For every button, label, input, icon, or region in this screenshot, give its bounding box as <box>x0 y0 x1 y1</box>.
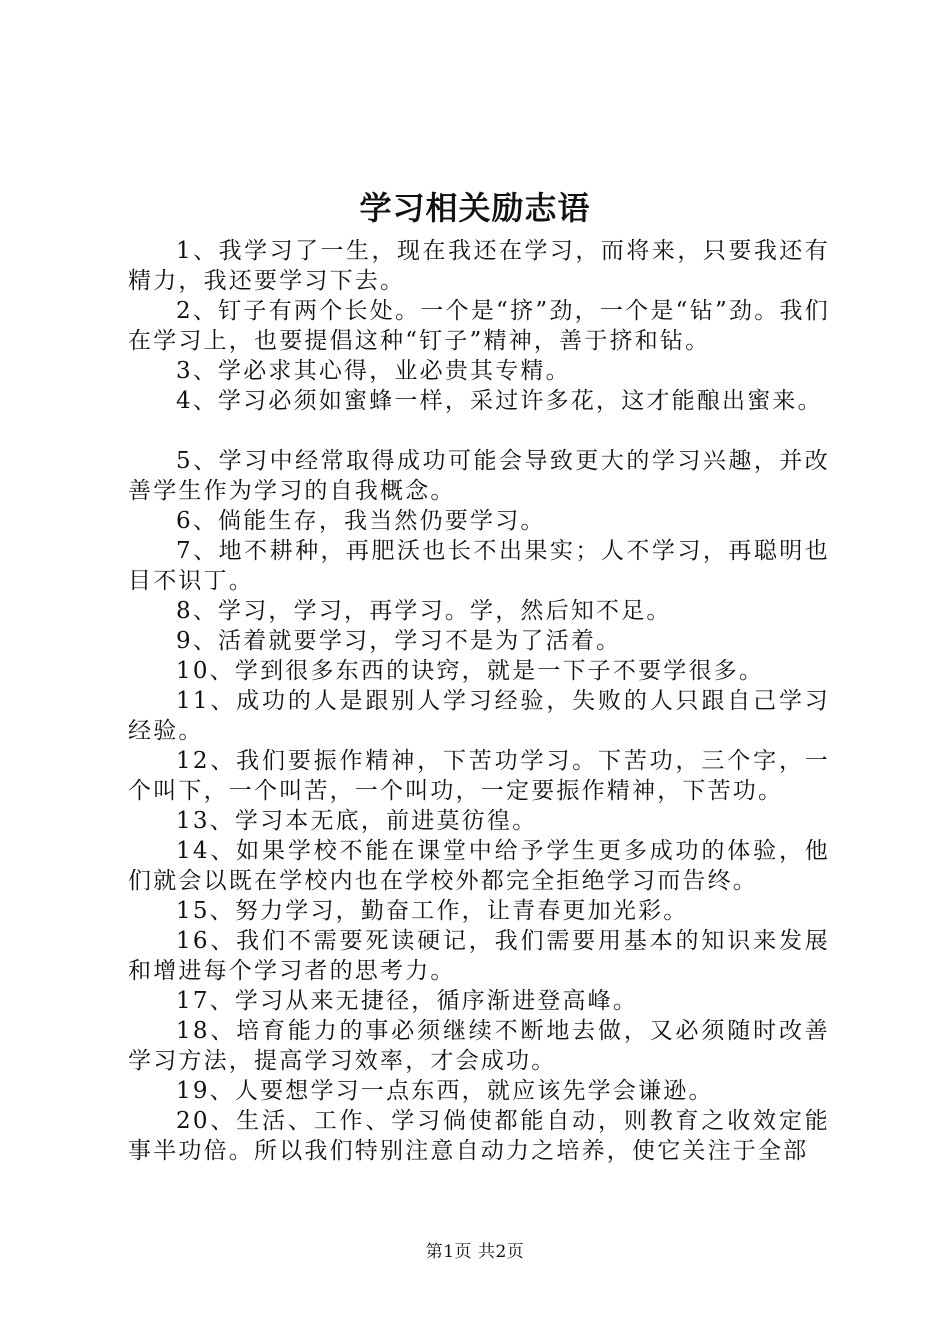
paragraph-8: 8、学习，学习，再学习。学，然后知不足。 <box>176 598 672 624</box>
document-title: 学习相关励志语 <box>359 189 591 227</box>
paragraph-12: 12、我们要振作精神，下苦功学习。下苦功，三个字，一个叫下，一个叫苦，一个叫功，一定要振作精神，下苦功。 <box>128 748 830 804</box>
paragraph-19: 19、人要想学习一点东西，就应该先学会谦逊。 <box>176 1078 714 1104</box>
paragraph-13: 13、学习本无底，前进莫彷徨。 <box>176 808 538 834</box>
paragraph-5: 5、学习中经常取得成功可能会导致更大的学习兴趣，并改善学生作为学习的自我概念。 <box>128 448 830 504</box>
document-body <box>128 236 830 1166</box>
paragraph-2: 2、钉子有两个长处。一个是“挤”劲，一个是“钻”劲。我们在学习上，也要提倡这种“钉子”精神，善于挤和钻。 <box>128 298 830 354</box>
paragraph-16: 16、我们不需要死读硬记，我们需要用基本的知识来发展和增进每个学习者的思考力。 <box>128 928 830 984</box>
paragraph-18: 18、培育能力的事必须继续不断地去做，又必须随时改善学习方法，提高学习效率，才会成功。 <box>128 1018 830 1074</box>
paragraph-15: 15、努力学习，勤奋工作，让青春更加光彩。 <box>176 898 689 924</box>
paragraph-14: 14、如果学校不能在课堂中给予学生更多成功的体验，他们就会以既在学校内也在学校外都完全拒绝学习而告终。 <box>128 838 830 894</box>
paragraph-20: 20、生活、工作、学习倘使都能自动，则教育之收效定能事半功倍。所以我们特别注意自动力之培养，使它关注于全部 <box>128 1108 830 1164</box>
paragraph-4: 4、学习必须如蜜蜂一样，采过许多花，这才能酿出蜜来。 <box>176 388 823 414</box>
paragraph-17: 17、学习从来无捷径，循序渐进登高峰。 <box>176 988 639 1014</box>
paragraph-10: 10、学到很多东西的诀窍，就是一下子不要学很多。 <box>176 658 765 684</box>
paragraph-7: 7、地不耕种，再肥沃也长不出果实；人不学习，再聪明也目不识丁。 <box>128 538 830 594</box>
paragraph-9: 9、活着就要学习，学习不是为了活着。 <box>176 628 622 654</box>
paragraph-3: 3、学必求其心得，业必贵其专精。 <box>176 358 571 384</box>
paragraph-1: 1、我学习了一生，现在我还在学习，而将来，只要我还有精力，我还要学习下去。 <box>128 238 830 294</box>
paragraph-11: 11、成功的人是跟别人学习经验，失败的人只跟自己学习经验。 <box>128 688 830 744</box>
page-number-footer: 第1页 共2页 <box>425 1242 525 1262</box>
paragraph-6: 6、倘能生存，我当然仍要学习。 <box>176 508 546 534</box>
